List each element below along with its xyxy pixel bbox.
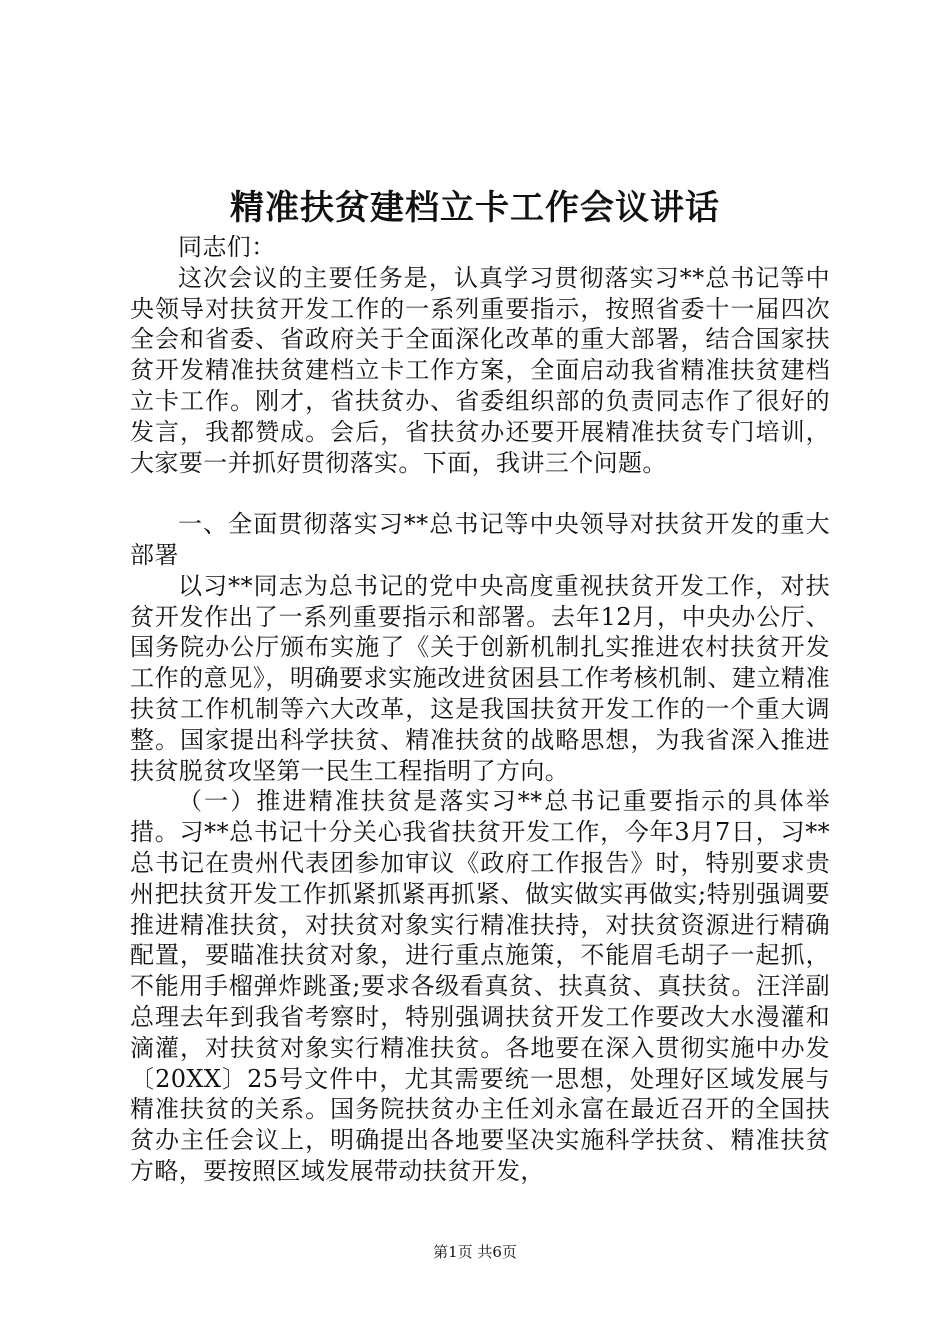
paragraph-subsection-1: （一）推进精准扶贫是落实习**总书记重要指示的具体举措。习**总书记十分关心我省扶贫开发工作，今年3月7日，习**总书记在贵州代表团参加审议《政府工作报告》时，特别要求贵州把扶贫开发工作抓紧抓紧再抓紧、做实做实再做实;特别强调要推进精准扶贫，对扶贫对象实行精准扶持，对扶贫资源进行精确配置，要瞄准扶贫对象，进行重点施策，不能眉毛胡子一起抓，不能用手榴弹炸跳蚤;要求各级看真贫、扶真贫、真扶贫。汪洋副总理去年到我省考察时，特别强调扶贫开发工作要改大水漫灌和滴灌，对扶贫对象实行精准扶贫。各地要在深入贯彻实施中办发〔20XX〕25号文件中，尤其需要统一思想，处理好区域发展与精准扶贫的关系。国务院扶贫办主任刘永富在最近召开的全国扶贫办主任会议上，明确提出各地要坚决实施科学扶贫、精准扶贫方略，要按照区域发展带动扶贫开发， [130,787,830,1185]
page-footer: 第1页 共6页 [433,1243,517,1261]
document-body [130,232,830,1187]
paragraph-section-1: 以习**同志为总书记的党中央高度重视扶贫开发工作，对扶贫开发作出了一系列重要指示和部署。去年12月，中央办公厅、国务院办公厅颁布实施了《关于创新机制扎实推进农村扶贫开发工作的意见》，明确要求实施改进贫困县工作考核机制、建立精准扶贫工作机制等六大改革，这是我国扶贫开发工作的一个重大调整。国家提出科学扶贫、精准扶贫的战略思想，为我省深入推进扶贫脱贫攻坚第一民生工程指明了方向。 [130,571,830,785]
salutation: 同志们： [178,233,276,261]
paragraph-gap [130,478,830,509]
paragraph-intro: 这次会议的主要任务是，认真学习贯彻落实习**总书记等中央领导对扶贫开发工作的一系列重要指示，按照省委十一届四次全会和省委、省政府关于全面深化改革的重大部署，结合国家扶贫开发精准扶贫建档立卡工作方案，全面启动我省精准扶贫建档立卡工作。刚才，省扶贫办、省委组织部的负责同志作了很好的发言，我都赞成。会后，省扶贫办还要开展精准扶贫专门培训，大家要一并抓好贯彻落实。下面，我讲三个问题。 [130,263,830,477]
document-title: 精准扶贫建档立卡工作会议讲话 [230,188,720,228]
section-heading-1: 一、全面贯彻落实习**总书记等中央领导对扶贫开发的重大部署 [130,510,830,569]
